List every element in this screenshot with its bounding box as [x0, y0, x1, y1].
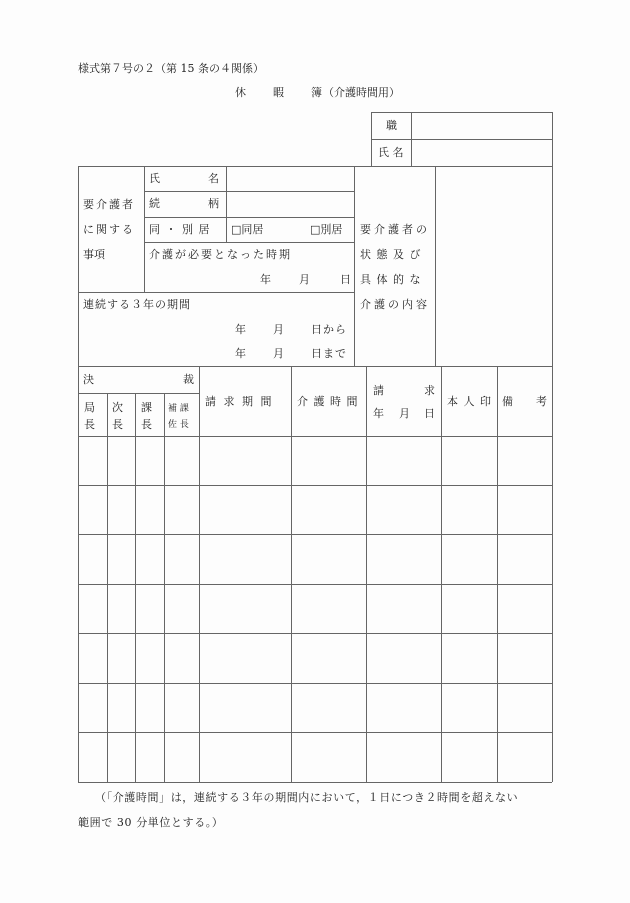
condition-label-1: 要介護者の	[360, 223, 430, 236]
title-char: 簿	[311, 86, 322, 99]
request-date-day-header: 日	[424, 407, 435, 420]
table-row[interactable]	[79, 634, 551, 682]
approver-section-chief-label: 課	[141, 401, 152, 414]
care-needed-date-field[interactable]	[145, 266, 353, 291]
caregiver-name-label: 名	[208, 172, 219, 185]
care-time-header: 介 護 時 間	[297, 395, 359, 408]
caregiver-group-label-3: 事項	[83, 248, 105, 261]
title-suffix: （介護時間用）	[323, 86, 400, 99]
condition-field[interactable]	[436, 167, 551, 365]
caregiver-group-label-1: 要介護者	[83, 198, 135, 211]
table-row[interactable]	[79, 733, 551, 781]
date-day-label: 日	[340, 273, 351, 286]
title-char: 休	[235, 86, 246, 99]
condition-label-3: 具 体 的 な	[360, 273, 422, 286]
approver-assistant-label: 補 課	[168, 404, 189, 414]
request-date-month-header: 月	[399, 407, 410, 420]
period-field[interactable]	[79, 315, 353, 365]
cohabit-checkbox-separate[interactable]: □別居	[310, 223, 343, 236]
date-year-label: 年	[260, 273, 271, 286]
table-row[interactable]	[79, 535, 551, 583]
period-label: 連続する３年の期間	[83, 298, 191, 311]
employee-name-field[interactable]	[412, 140, 551, 165]
period-from-year-label: 年	[235, 323, 246, 336]
relation-label: 続	[149, 197, 160, 210]
table-row[interactable]	[79, 486, 551, 533]
title-char: 暇	[273, 86, 284, 99]
period-to-month-label: 月	[273, 347, 284, 360]
approver-director-label: 長	[84, 418, 95, 431]
position-field[interactable]	[412, 113, 551, 138]
approver-director-label: 局	[84, 401, 95, 414]
request-date-header: 請	[373, 384, 384, 397]
footnote-line-2: 範囲で 30 分単位とする。）	[78, 816, 224, 829]
approver-section-chief-label: 長	[141, 418, 152, 431]
relation-label: 柄	[208, 197, 219, 210]
care-needed-label: 介護が必要となった時期	[149, 248, 292, 261]
period-from-day-label: 日から	[311, 323, 347, 336]
table-row[interactable]	[79, 684, 551, 731]
request-date-header: 求	[424, 384, 435, 397]
name-label: 氏 名	[378, 146, 404, 159]
approver-assistant-label: 佐 長	[168, 420, 189, 430]
date-month-label: 月	[299, 273, 310, 286]
request-period-header: 請 求 期 間	[205, 395, 274, 408]
cohabit-label: 同 ・ 別 居	[149, 223, 211, 236]
request-date-year-header: 年	[373, 407, 384, 420]
condition-label-2: 状 態 及 び	[360, 248, 422, 261]
caregiver-name-field[interactable]	[227, 167, 353, 190]
approver-deputy-label: 次	[112, 401, 123, 414]
period-to-year-label: 年	[235, 347, 246, 360]
remarks-header: 備	[502, 395, 513, 408]
table-row[interactable]	[79, 585, 551, 632]
approval-label: 決	[83, 373, 94, 386]
table-row[interactable]	[79, 437, 551, 484]
approval-label: 裁	[183, 373, 194, 386]
approver-deputy-label: 長	[112, 418, 123, 431]
remarks-header: 考	[536, 395, 547, 408]
seal-header: 本 人 印	[447, 395, 492, 408]
caregiver-group-label-2: に関する	[83, 223, 135, 236]
condition-label-4: 介護の内容	[360, 298, 430, 311]
relation-field[interactable]	[227, 192, 353, 216]
period-to-day-label: 日まで	[311, 347, 347, 360]
period-from-month-label: 月	[273, 323, 284, 336]
form-number: 様式第７号の２（第 15 条の４関係）	[78, 62, 264, 75]
footnote-line-1: （「介護時間」は，連続する３年の期間内において，１日につき２時間を超えない	[95, 791, 519, 804]
cohabit-checkbox-together[interactable]: □同居	[231, 223, 264, 236]
position-label: 職	[386, 119, 397, 132]
caregiver-name-label: 氏	[149, 172, 160, 185]
